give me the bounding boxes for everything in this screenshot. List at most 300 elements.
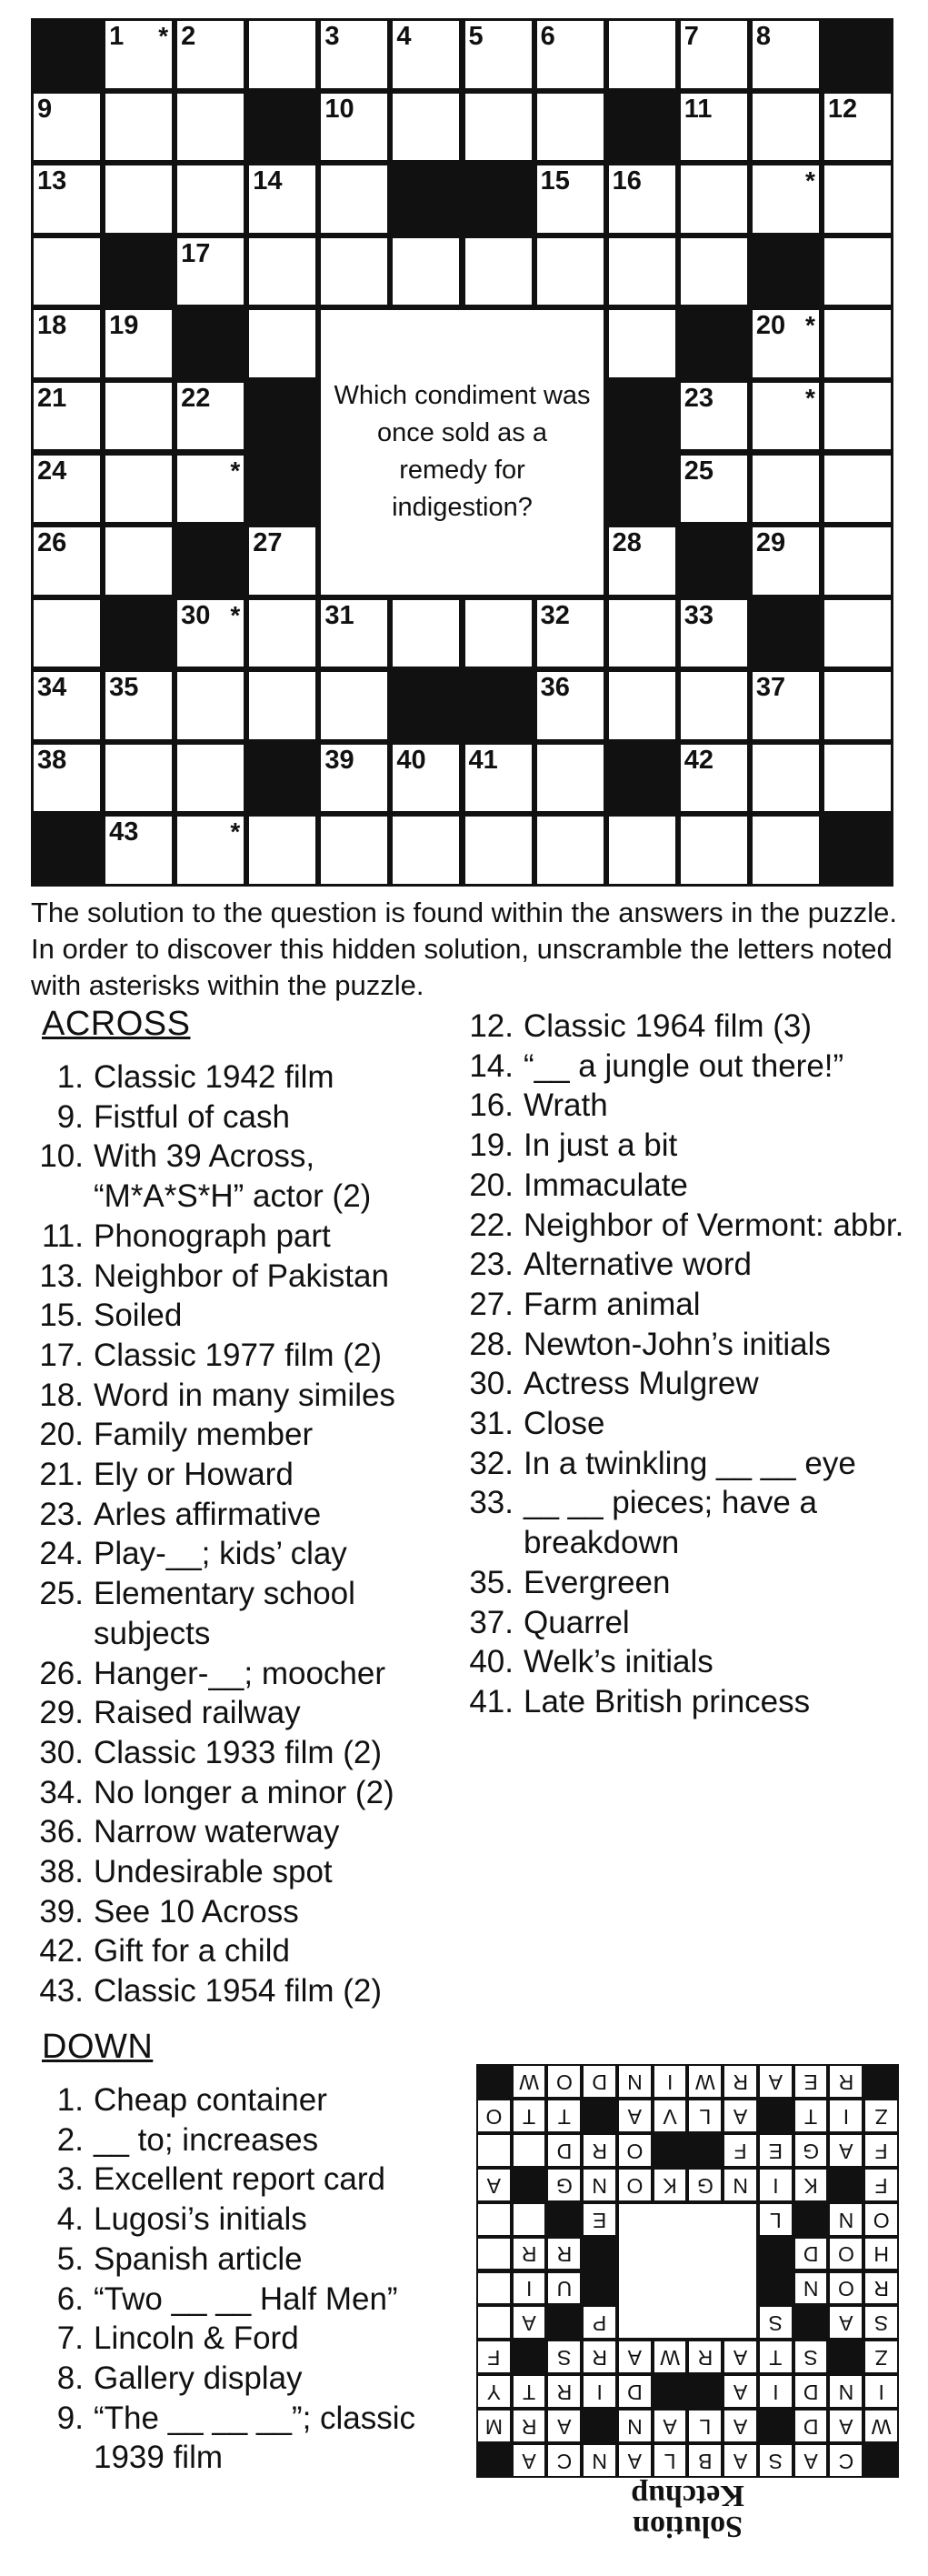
asterisk-marker: *: [805, 383, 815, 412]
clue-number: 33: [684, 600, 714, 630]
clue-item: [31, 1931, 458, 1971]
solution-cell: F: [865, 2135, 897, 2166]
grid-cell[interactable]: [465, 21, 532, 88]
clue-text: Spanish article: [94, 2240, 303, 2277]
grid-cell[interactable]: [34, 456, 100, 523]
grid-cell[interactable]: [824, 672, 891, 739]
clue-text: “Two __ __ Half Men”: [94, 2280, 398, 2317]
grid-cell[interactable]: [465, 745, 532, 812]
solution-cell: [478, 2273, 510, 2304]
clue-number: 22.: [469, 1207, 514, 1243]
solution-cell: O: [619, 2170, 651, 2200]
clue-number: 21: [37, 383, 67, 413]
clue-number: 19: [109, 311, 139, 341]
grid-cell[interactable]: [465, 238, 532, 306]
clue-number: 1: [109, 22, 125, 51]
clue-item: [31, 1892, 458, 1932]
grid-cell[interactable]: [393, 745, 459, 812]
clue-text: Alternative word: [524, 1247, 752, 1283]
grid-cell[interactable]: [34, 165, 100, 233]
solution-cell: R: [514, 2411, 545, 2441]
grid-cell[interactable]: [105, 456, 172, 523]
clue-text: Gift for a child: [94, 1933, 290, 1970]
clue-number: 6: [540, 22, 555, 51]
clue-number: 42: [684, 745, 714, 775]
solution-cell: T: [549, 2100, 581, 2131]
solution-cell: G: [690, 2170, 722, 2200]
solution-cell: D: [584, 2066, 615, 2097]
clue-text: See 10 Across: [94, 1893, 299, 1929]
clue-item: [461, 1563, 906, 1603]
clue-text: Hanger-__; moocher: [94, 1655, 385, 1691]
grid-cell[interactable]: [34, 600, 100, 667]
solution-cell: S: [760, 2445, 792, 2476]
grid-cell[interactable]: [753, 21, 819, 88]
grid-cell[interactable]: [321, 238, 387, 306]
clue-number: 28.: [469, 1326, 514, 1362]
clue-number: 38: [37, 745, 67, 775]
clue-number: 3.: [56, 2161, 84, 2198]
clue-number: 38.: [39, 1854, 84, 1890]
clue-number: 32.: [469, 1445, 514, 1481]
clue-number: 5.: [56, 2240, 84, 2277]
clue-text: Lugosi’s initials: [94, 2201, 307, 2238]
solution-cell: O: [619, 2135, 651, 2166]
grid-cell[interactable]: [105, 817, 172, 884]
grid-cell[interactable]: [537, 817, 604, 884]
grid-cell[interactable]: [824, 383, 891, 450]
grid-cell[interactable]: [177, 456, 244, 523]
grid-cell[interactable]: [34, 383, 100, 450]
grid-cell[interactable]: [105, 745, 172, 812]
clue-text: Neighbor of Pakistan: [94, 1258, 389, 1294]
clue-number: 12.: [469, 1008, 514, 1044]
grid-cell[interactable]: [177, 383, 244, 450]
grid-cell[interactable]: [321, 745, 387, 812]
clue-item: [31, 1098, 458, 1138]
solution-cell: G: [549, 2170, 581, 2200]
solution-cell: E: [584, 2204, 615, 2235]
grid-cell[interactable]: [753, 817, 819, 884]
grid-cell[interactable]: [609, 817, 675, 884]
clue-number: 29: [755, 528, 786, 558]
grid-cell[interactable]: [609, 238, 675, 306]
clue-number: 39.: [39, 1893, 84, 1929]
grid-cell[interactable]: [321, 94, 387, 161]
clue-item: [461, 1126, 906, 1166]
grid-cell[interactable]: [34, 672, 100, 739]
clue-item: [461, 1007, 906, 1047]
solution-cell: A: [478, 2170, 510, 2200]
solution-cell: A: [549, 2411, 581, 2441]
clue-item: [31, 2080, 458, 2120]
solution-cell: K: [654, 2170, 686, 2200]
clue-number: 14: [253, 166, 283, 196]
clue-text: Evergreen: [524, 1564, 671, 1600]
solution-cell: A: [760, 2066, 792, 2097]
grid-cell[interactable]: [177, 745, 244, 812]
grid-cell[interactable]: [393, 238, 459, 306]
grid-cell[interactable]: [681, 600, 747, 667]
clue-number: 11: [684, 94, 713, 124]
clue-item: [461, 1206, 906, 1246]
solution-cell: T: [514, 2100, 545, 2131]
clue-number: 20: [755, 311, 786, 341]
clue-number: 30.: [39, 1734, 84, 1770]
grid-cell[interactable]: [824, 527, 891, 595]
solution-cell: D: [795, 2411, 827, 2441]
solution-cell: L: [690, 2411, 722, 2441]
grid-cell[interactable]: [393, 21, 459, 88]
solution-cell: E: [795, 2066, 827, 2097]
clue-text: Late British princess: [524, 1683, 811, 1719]
clue-item: [31, 1654, 458, 1694]
grid-cell[interactable]: [537, 238, 604, 306]
clue-number: 31: [324, 600, 354, 630]
grid-cell[interactable]: [249, 527, 315, 595]
clue-number: 20.: [39, 1417, 84, 1453]
clue-text: Quarrel: [524, 1604, 630, 1640]
clue-item: [31, 1137, 458, 1216]
grid-cell[interactable]: [105, 165, 172, 233]
solution-cell: G: [795, 2135, 827, 2166]
grid-cell[interactable]: [34, 238, 100, 306]
grid-cell[interactable]: [177, 238, 244, 306]
clue-item: [31, 1693, 458, 1733]
grid-cell[interactable]: [177, 21, 244, 88]
grid-cell[interactable]: [34, 310, 100, 377]
solution-cell: K: [795, 2170, 827, 2200]
clue-text: Arles affirmative: [94, 1496, 322, 1532]
clue-text: In just a bit: [524, 1128, 678, 1164]
solution-center-box: [619, 2204, 756, 2339]
solution-cell: S: [760, 2307, 792, 2338]
solution-cell: O: [478, 2100, 510, 2131]
grid-cell[interactable]: [249, 600, 315, 667]
clue-number: 5: [468, 22, 484, 51]
solution-cell: U: [549, 2273, 581, 2304]
grid-cell[interactable]: [105, 383, 172, 450]
clue-number: 34.: [39, 1774, 84, 1810]
grid-cell[interactable]: [753, 672, 819, 739]
crossword-grid: [31, 18, 893, 887]
solution-cell: F: [724, 2135, 756, 2166]
solution-cell: I: [760, 2170, 792, 2200]
clue-text: With 39 Across, “M*A*S*H” actor (2): [94, 1138, 372, 1215]
clue-item: [461, 1642, 906, 1682]
clue-item: [31, 1574, 458, 1653]
solution-cell: S: [865, 2307, 897, 2338]
grid-cell[interactable]: [393, 94, 459, 161]
grid-cell[interactable]: [177, 600, 244, 667]
clue-number: 15.: [39, 1298, 84, 1334]
solution-cell: N: [584, 2170, 615, 2200]
solution-cell: D: [795, 2376, 827, 2407]
clue-number: 13.: [39, 1258, 84, 1294]
solution-cell: W: [865, 2411, 897, 2441]
solution-cell: O: [831, 2239, 863, 2270]
grid-cell[interactable]: [609, 21, 675, 88]
solution-cell: B: [690, 2445, 722, 2476]
clue-item: [31, 2160, 458, 2200]
clue-number: 23: [684, 383, 714, 413]
grid-cell[interactable]: [753, 456, 819, 523]
clue-item: [31, 1257, 458, 1297]
solution-cell: W: [690, 2066, 722, 2097]
solution-cell: I: [831, 2100, 863, 2131]
clue-item: [461, 1404, 906, 1444]
clue-item: [461, 1603, 906, 1643]
clue-number: 17: [181, 238, 211, 268]
solution-cell: Y: [478, 2376, 510, 2407]
grid-cell[interactable]: [177, 94, 244, 161]
grid-cell[interactable]: [681, 383, 747, 450]
clue-number: 39: [324, 745, 354, 775]
clue-item: [461, 1325, 906, 1365]
clue-text: Actress Mulgrew: [524, 1366, 759, 1402]
grid-cell[interactable]: [393, 600, 459, 667]
grid-cell[interactable]: [537, 672, 604, 739]
clue-item: [31, 1812, 458, 1852]
grid-cell[interactable]: [681, 94, 747, 161]
solution-cell: A: [724, 2100, 756, 2131]
clue-number: 1.: [56, 1059, 84, 1095]
solution-cell: [478, 2204, 510, 2235]
solution-cell: D: [795, 2239, 827, 2270]
clue-item: [31, 1733, 458, 1773]
clue-number: 7.: [56, 2320, 84, 2357]
grid-cell[interactable]: [537, 94, 604, 161]
clue-number: 25.: [39, 1576, 84, 1612]
solution-cell: A: [619, 2445, 651, 2476]
grid-cell[interactable]: [753, 165, 819, 233]
solution-cell: W: [514, 2066, 545, 2097]
grid-cell[interactable]: [321, 817, 387, 884]
grid-cell[interactable]: [537, 21, 604, 88]
grid-cell[interactable]: [537, 745, 604, 812]
grid-cell[interactable]: [609, 165, 675, 233]
clue-number: 26.: [39, 1655, 84, 1691]
grid-cell[interactable]: [824, 600, 891, 667]
grid-cell[interactable]: [681, 745, 747, 812]
clue-text: Word in many similes: [94, 1377, 395, 1413]
solution-cell: H: [865, 2239, 897, 2270]
question-box: Which condiment was once sold as a remedy for indigestion?: [321, 310, 603, 594]
grid-cell[interactable]: [34, 94, 100, 161]
clue-number: 28: [612, 528, 642, 558]
solution-cell: Z: [865, 2100, 897, 2131]
grid-cell[interactable]: [824, 165, 891, 233]
grid-cell[interactable]: [249, 165, 315, 233]
grid-cell[interactable]: [177, 817, 244, 884]
solution-cell: I: [584, 2376, 615, 2407]
solution-cell: R: [584, 2341, 615, 2372]
clue-item: [31, 2319, 458, 2359]
clue-item: [31, 1773, 458, 1813]
clue-number: 25: [684, 456, 714, 486]
solution-cell: L: [760, 2204, 792, 2235]
solution-cell: R: [584, 2135, 615, 2166]
clue-text: Immaculate: [524, 1167, 688, 1203]
clue-number: 35: [109, 673, 139, 703]
grid-cell[interactable]: [249, 310, 315, 377]
clue-number: 43: [109, 817, 139, 847]
clue-item: [461, 1245, 906, 1285]
solution-cell: M: [478, 2411, 510, 2441]
grid-cell[interactable]: [753, 527, 819, 595]
grid-cell[interactable]: [753, 94, 819, 161]
solution-cell: A: [514, 2445, 545, 2476]
grid-cell[interactable]: [177, 165, 244, 233]
clue-text: In a twinkling __ __ eye: [524, 1445, 856, 1481]
clue-item: [461, 1483, 906, 1562]
clue-number: 37: [755, 673, 786, 703]
clue-text: Classic 1933 film (2): [94, 1734, 383, 1770]
clue-number: 34: [37, 673, 67, 703]
clue-number: 3: [324, 22, 340, 51]
grid-cell[interactable]: [681, 165, 747, 233]
clue-text: Phonograph part: [94, 1218, 331, 1254]
grid-cell[interactable]: [824, 238, 891, 306]
across-clues: [31, 1057, 458, 2011]
clue-text: Elementary school subjects: [94, 1576, 355, 1651]
clue-text: “__ a jungle out there!”: [524, 1047, 844, 1084]
solution-cell: N: [619, 2411, 651, 2441]
clue-item: [31, 2120, 458, 2160]
solution-cell: A: [514, 2307, 545, 2338]
grid-cell[interactable]: [753, 310, 819, 377]
clue-number: 18: [37, 311, 67, 341]
grid-cell[interactable]: [34, 745, 100, 812]
grid-cell[interactable]: [249, 817, 315, 884]
grid-cell[interactable]: [609, 310, 675, 377]
grid-cell[interactable]: [321, 165, 387, 233]
clue-text: __ __ pieces; have a breakdown: [524, 1485, 818, 1561]
grid-cell[interactable]: [681, 21, 747, 88]
grid-cell[interactable]: [824, 94, 891, 161]
clue-item: [31, 2280, 458, 2320]
clue-text: Newton-John’s initials: [524, 1326, 831, 1362]
clue-item: [31, 1296, 458, 1336]
grid-cell[interactable]: [105, 94, 172, 161]
grid-cell[interactable]: [824, 310, 891, 377]
grid-cell[interactable]: [249, 238, 315, 306]
solution-cell: V: [654, 2100, 686, 2131]
clue-number: 30.: [469, 1366, 514, 1402]
grid-cell[interactable]: [753, 383, 819, 450]
grid-cell[interactable]: [681, 817, 747, 884]
clue-item: [31, 1336, 458, 1376]
solution-cell: A: [724, 2376, 756, 2407]
grid-cell[interactable]: [105, 527, 172, 595]
grid-cell[interactable]: [321, 21, 387, 88]
grid-cell[interactable]: [537, 165, 604, 233]
solution-cell: T: [514, 2376, 545, 2407]
solution-cell: A: [831, 2135, 863, 2166]
grid-cell[interactable]: [681, 672, 747, 739]
clue-number: 18.: [39, 1377, 84, 1413]
asterisk-marker: *: [230, 600, 241, 629]
clue-text: No longer a minor (2): [94, 1774, 394, 1810]
grid-cell[interactable]: [321, 672, 387, 739]
clue-number: 40.: [469, 1644, 514, 1680]
clue-text: “The __ __ __”; classic 1939 film: [94, 2400, 416, 2476]
clue-item: [461, 1047, 906, 1087]
clue-number: 9.: [56, 2400, 84, 2436]
grid-cell[interactable]: [681, 456, 747, 523]
clue-item: [31, 1852, 458, 1892]
grid-cell[interactable]: [393, 817, 459, 884]
grid-cell[interactable]: [249, 672, 315, 739]
grid-cell[interactable]: [177, 672, 244, 739]
clue-number: 36: [540, 673, 570, 703]
grid-cell[interactable]: [824, 745, 891, 812]
clue-text: Farm animal: [524, 1286, 701, 1322]
grid-cell[interactable]: [321, 600, 387, 667]
clue-text: Narrow waterway: [94, 1814, 340, 1850]
solution-cell: F: [865, 2170, 897, 2200]
clue-number: 36.: [39, 1814, 84, 1850]
clue-item: [461, 1086, 906, 1126]
grid-cell[interactable]: [537, 600, 604, 667]
clue-number: 40: [396, 745, 426, 775]
clue-number: 29.: [39, 1695, 84, 1731]
clue-number: 7: [684, 22, 699, 51]
clue-text: Undesirable spot: [94, 1854, 333, 1890]
asterisk-marker: *: [158, 22, 169, 50]
clue-text: Excellent report card: [94, 2161, 385, 2198]
grid-cell[interactable]: [465, 600, 532, 667]
grid-cell[interactable]: [465, 817, 532, 884]
solution-cell: N: [584, 2445, 615, 2476]
clue-number: 11.: [41, 1218, 84, 1254]
solution-cell: F: [478, 2341, 510, 2372]
solution-cell: N: [795, 2273, 827, 2304]
grid-cell[interactable]: [465, 94, 532, 161]
grid-cell[interactable]: [609, 672, 675, 739]
clue-number: 19.: [469, 1128, 514, 1164]
clue-text: Classic 1954 film (2): [94, 1973, 383, 2010]
grid-cell[interactable]: [753, 745, 819, 812]
clue-number: 37.: [469, 1604, 514, 1640]
grid-cell[interactable]: [609, 527, 675, 595]
grid-cell[interactable]: [824, 456, 891, 523]
clue-number: 4.: [56, 2201, 84, 2238]
clue-number: 9.: [56, 1098, 84, 1135]
grid-cell[interactable]: [681, 238, 747, 306]
clue-number: 43.: [39, 1973, 84, 2010]
grid-cell[interactable]: [105, 672, 172, 739]
asterisk-marker: *: [805, 166, 815, 195]
clue-text: Close: [524, 1406, 605, 1442]
solution-cell: A: [831, 2307, 863, 2338]
clue-text: Classic 1942 film: [94, 1059, 334, 1095]
clue-number: 21.: [39, 1457, 84, 1493]
solution-cell: O: [549, 2066, 581, 2097]
grid-cell[interactable]: [249, 21, 315, 88]
grid-cell[interactable]: [105, 310, 172, 377]
clue-number: 27.: [469, 1286, 514, 1322]
clue-text: Classic 1964 film (3): [524, 1008, 813, 1044]
clue-number: 9: [37, 94, 53, 124]
clue-item: [31, 1376, 458, 1416]
grid-cell[interactable]: [105, 21, 172, 88]
down-clues-left: [31, 2080, 458, 2478]
grid-cell[interactable]: [609, 600, 675, 667]
solution-cell: R: [549, 2239, 581, 2270]
grid-cell[interactable]: [34, 527, 100, 595]
clue-text: Classic 1977 film (2): [94, 1337, 383, 1373]
